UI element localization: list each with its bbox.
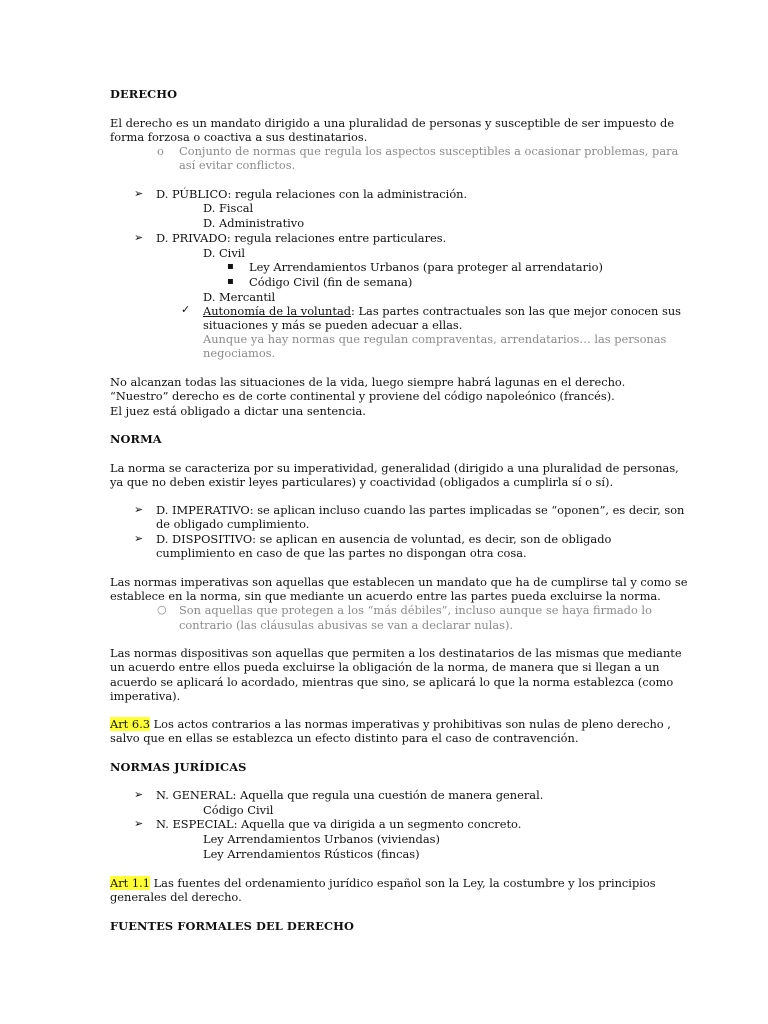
list-subitem: D. Fiscal [203, 201, 254, 215]
autonomia-line-2: situaciones y más se pueden adecuar a ellas. [203, 318, 463, 332]
autonomia-text: : Las partes contractuales son las que mejor conocen sus [351, 304, 682, 318]
paragraph-line: El derecho es un mandato dirigido a una pluralidad de personas y susceptible de ser impuesto de [110, 116, 675, 130]
circle-bullet-icon: ○ [157, 603, 167, 616]
autonomia-term: Autonomía de la voluntad [203, 304, 352, 318]
paragraph-line: imperativa). [110, 689, 181, 703]
article-6-3-line [110, 717, 671, 732]
paragraph-line: establece en la norma, sin que mediante un acuerdo entre las partes pueda excluirse la norma. [110, 589, 661, 603]
list-item-especial: N. ESPECIAL: Aquella que va dirigida a un segmento concreto. [156, 817, 522, 831]
heading-normas-juridicas: NORMAS JURÍDICAS [110, 760, 247, 774]
circle-bullet-icon: o [157, 144, 164, 158]
list-subitem: D. Civil [203, 246, 246, 260]
list-subitem: Código Civil [203, 803, 274, 817]
arrow-bullet-icon: ➢ [134, 231, 144, 244]
list-item-general: N. GENERAL: Aquella que regula una cuestión de manera general. [156, 788, 544, 802]
square-bullet-icon: ▪ [227, 276, 234, 287]
arrow-bullet-icon: ➢ [134, 532, 144, 545]
paragraph-line: generales del derecho. [110, 890, 242, 904]
paragraph-line: acuerdo se aplicará lo acordado, mientras que sino, se aplicará lo que la norma establezca (como [110, 675, 674, 689]
article-reference-highlight: Art 1.1 [110, 876, 150, 890]
paragraph-line: forma forzosa o coactiva a sus destinatarios. [110, 130, 368, 144]
paragraph-line: Las normas imperativas son aquellas que establecen un mandato que ha de cumplirse tal y como se [110, 575, 688, 589]
paragraph-line: ya que no deben existir leyes particulares) y coactividad (obligados a cumplirla sí o sí). [110, 475, 614, 489]
gray-note-line: Aunque ya hay normas que regulan compraventas, arrendatarios… las personas [203, 332, 667, 346]
paragraph-line: El juez está obligado a dictar una sentencia. [110, 404, 366, 418]
article-text: Las fuentes del ordenamiento jurídico español son la Ley, la costumbre y los principios [149, 876, 656, 890]
list-item-dispositivo: D. DISPOSITIVO: se aplican en ausencia de voluntad, es decir, son de obligado [156, 532, 612, 546]
paragraph-line: un acuerdo entre ellos pueda excluirse la obligación de la norma, de manera que si llegan a un [110, 660, 660, 674]
arrow-bullet-icon: ➢ [134, 187, 144, 200]
heading-derecho: DERECHO [110, 87, 178, 101]
arrow-bullet-icon: ➢ [134, 788, 144, 801]
list-item-continuation: cumplimiento en caso de que las partes no dispongan otra cosa. [156, 546, 527, 560]
autonomia-line [203, 304, 681, 319]
square-bullet-icon: ▪ [227, 261, 234, 272]
paragraph-line: Las normas dispositivas son aquellas que permiten a los destinatarios de las mismas que mediante [110, 646, 682, 660]
paragraph-line: No alcanzan todas las situaciones de la vida, luego siempre habrá lagunas en el derecho. [110, 375, 626, 389]
article-1-1-line [110, 876, 656, 891]
list-item-imperativo: D. IMPERATIVO: se aplican incluso cuando las partes implicadas se “oponen”, es decir, son [156, 503, 685, 517]
arrow-bullet-icon: ➢ [134, 503, 144, 516]
paragraph-line: salvo que en ellas se establezca un efecto distinto para el caso de contravención. [110, 731, 579, 745]
article-text: Los actos contrarios a las normas imperativas y prohibitivas son nulas de pleno derecho , [149, 717, 671, 731]
heading-fuentes-formales: FUENTES FORMALES DEL DERECHO [110, 919, 355, 933]
list-item-publico: D. PÚBLICO: regula relaciones con la administración. [156, 187, 468, 201]
list-subsubitem: Ley Arrendamientos Urbanos (para proteger al arrendatario) [249, 260, 603, 274]
arrow-bullet-icon: ➢ [134, 817, 144, 830]
list-subsubitem: Código Civil (fin de semana) [249, 275, 413, 289]
paragraph-line: “Nuestro” derecho es de corte continental y proviene del código napoleónico (francés). [110, 389, 615, 403]
gray-note-line: contrario (las cláusulas abusivas se van a declarar nulas). [179, 618, 514, 632]
list-subitem: Ley Arrendamientos Urbanos (viviendas) [203, 832, 440, 846]
gray-note-line: así evitar conflictos. [179, 158, 296, 172]
paragraph-line: La norma se caracteriza por su imperatividad, generalidad (dirigido a una pluralidad de personas, [110, 461, 679, 475]
gray-note-line: Conjunto de normas que regula los aspectos susceptibles a ocasionar problemas, para [179, 144, 679, 158]
list-item-privado: D. PRIVADO: regula relaciones entre particulares. [156, 231, 447, 245]
article-reference-highlight: Art 6.3 [110, 717, 150, 731]
check-bullet-icon: ✓ [181, 303, 191, 316]
list-subitem: D. Mercantil [203, 290, 276, 304]
gray-note-line: Son aquellas que protegen a los “más débiles”, incluso aunque se haya firmado lo [179, 603, 652, 617]
list-item-continuation: de obligado cumplimiento. [156, 517, 310, 531]
heading-norma: NORMA [110, 432, 162, 446]
list-subitem: Ley Arrendamientos Rústicos (fincas) [203, 847, 420, 861]
gray-note-line: negociamos. [203, 346, 276, 360]
list-subitem: D. Administrativo [203, 216, 305, 230]
